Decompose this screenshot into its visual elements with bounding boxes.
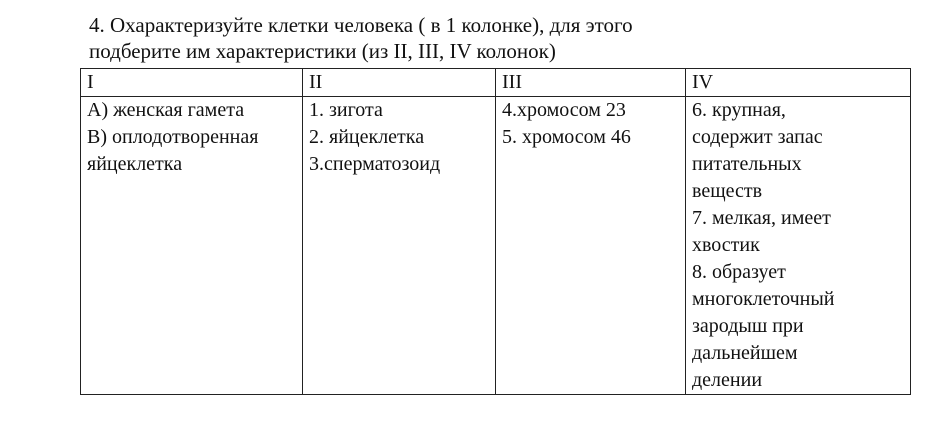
column-2-cell <box>303 97 496 395</box>
column-header-4: IV <box>686 69 911 97</box>
cell-line: содержит запас <box>692 126 823 148</box>
matching-table <box>80 68 911 395</box>
cell-line: 6. крупная, <box>692 99 786 121</box>
column-4-cell <box>686 97 911 395</box>
cell-line: делении <box>692 369 763 391</box>
cell-line: яйцеклетка <box>87 153 183 175</box>
cell-line: дальнейшем <box>692 342 798 364</box>
cell-line: 4.хромосом 23 <box>502 99 626 121</box>
cell-line: 1. зигота <box>309 99 383 121</box>
table-header-row <box>81 69 911 97</box>
task-statement <box>89 12 889 64</box>
task-line-1: 4. Охарактеризуйте клетки человека ( в 1 колонке), для этого <box>89 13 633 37</box>
cell-line: многоклеточный <box>692 288 835 310</box>
cell-line: зародыш при <box>692 315 804 337</box>
cell-line: питательных <box>692 153 802 175</box>
column-header-2: II <box>303 69 496 97</box>
cell-line: 3.сперматозоид <box>309 153 441 175</box>
cell-line: веществ <box>692 180 763 202</box>
cell-line: 8. образует <box>692 261 786 283</box>
cell-line: 7. мелкая, имеет <box>692 207 831 229</box>
cell-line: 5. хромосом 46 <box>502 126 631 148</box>
cell-line: А) женская гамета <box>87 99 245 121</box>
cell-line: 2. яйцеклетка <box>309 126 425 148</box>
column-header-1: I <box>81 69 303 97</box>
cell-line: В) оплодотворенная <box>87 126 259 148</box>
column-1-cell <box>81 97 303 395</box>
table-body-row <box>81 97 911 395</box>
column-header-3: III <box>496 69 686 97</box>
cell-line: хвостик <box>692 234 760 256</box>
column-3-cell <box>496 97 686 395</box>
task-line-2: подберите им характеристики (из II, III, IV колонок) <box>89 39 556 63</box>
